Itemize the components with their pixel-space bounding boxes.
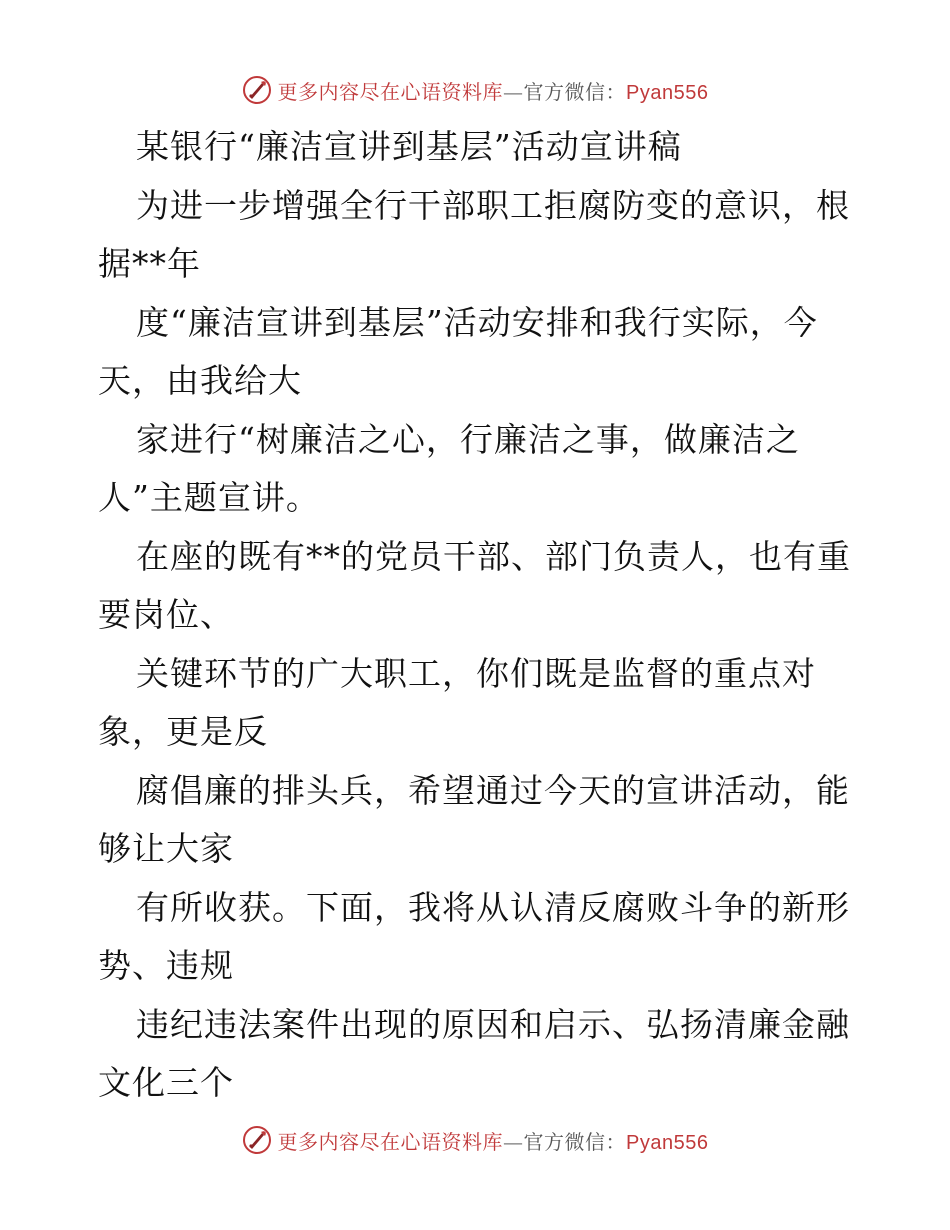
quill-logo-icon <box>242 75 272 105</box>
banner-dash: — <box>503 79 524 104</box>
footer-banner <box>0 1120 950 1160</box>
header-banner <box>0 70 950 110</box>
text-line: 为进一步增强全行干部职工拒腐防变的意识，根 <box>136 185 850 225</box>
text-line: 据**年 <box>98 244 201 283</box>
text-line: 家进行“树廉洁之心，行廉洁之事，做廉洁之 <box>136 419 800 459</box>
text-line: 天，由我给大 <box>98 361 302 400</box>
text-line: 够让大家 <box>98 829 234 868</box>
text-line: 象，更是反 <box>98 712 268 751</box>
text-line: 要岗位、 <box>98 595 234 634</box>
text-line: 人”主题宣讲。 <box>98 478 320 517</box>
text-line: 腐倡廉的排头兵，希望通过今天的宣讲活动，能 <box>136 770 850 810</box>
banner-wechat-id: Pyan556 <box>626 1131 709 1154</box>
banner-brand: 更多内容尽在心语资料库 <box>277 79 504 104</box>
banner-brand: 更多内容尽在心语资料库 <box>277 1129 504 1154</box>
text-line: 关键环节的广大职工，你们既是监督的重点对 <box>136 653 816 693</box>
banner-dash: — <box>503 1129 524 1154</box>
banner-wechat-label: 官方微信： <box>523 79 627 104</box>
quill-logo-icon <box>242 1125 272 1155</box>
document-body <box>98 118 858 1113</box>
text-line: 有所收获。下面，我将从认清反腐败斗争的新形 <box>136 887 850 927</box>
text-line: 违纪违法案件出现的原因和启示、弘扬清廉金融 <box>136 1004 850 1044</box>
banner-text <box>278 1126 709 1155</box>
text-line: 度“廉洁宣讲到基层”活动安排和我行实际，今 <box>136 302 818 342</box>
banner-text <box>278 76 709 105</box>
text-line: 在座的既有**的党员干部、部门负责人，也有重 <box>136 536 851 576</box>
banner-wechat-label: 官方微信： <box>523 1129 627 1154</box>
banner-wechat-id: Pyan556 <box>626 81 709 104</box>
document-title: 某银行“廉洁宣讲到基层”活动宣讲稿 <box>136 127 682 166</box>
text-line: 势、违规 <box>98 946 234 985</box>
text-line: 文化三个 <box>98 1063 234 1102</box>
